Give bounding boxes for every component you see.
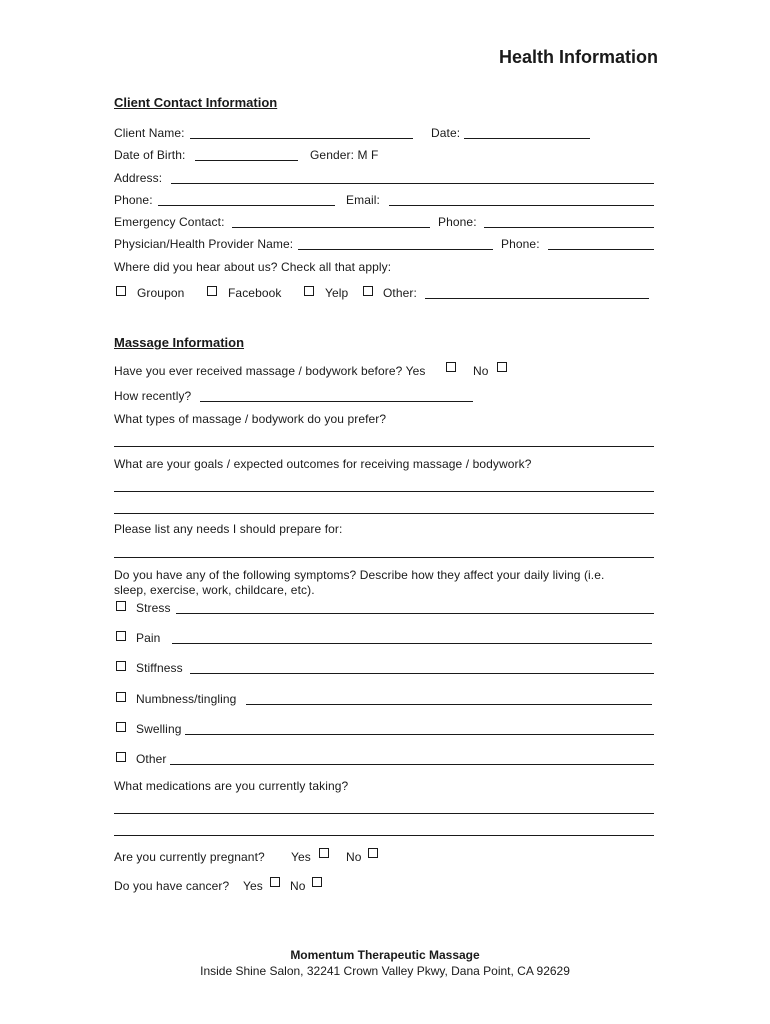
pain-field[interactable] (172, 643, 652, 644)
physician-phone-label: Phone: (501, 237, 540, 251)
pregnant-no-checkbox[interactable] (368, 848, 378, 858)
how-recently-label: How recently? (114, 389, 192, 403)
other-referral-field[interactable] (425, 298, 649, 299)
page-title: Health Information (498, 47, 658, 67)
physician-field[interactable] (298, 249, 493, 250)
stiffness-field[interactable] (190, 673, 654, 674)
physician-label: Physician/Health Provider Name: (114, 237, 294, 251)
yelp-label: Yelp (325, 286, 349, 300)
other-referral-label: Other: (383, 286, 417, 300)
goals-answer-line-1[interactable] (114, 491, 654, 492)
symptoms-question-line2: sleep, exercise, work, childcare, etc). (114, 583, 315, 597)
stiffness-checkbox[interactable] (116, 661, 126, 671)
physician-phone-field[interactable] (548, 249, 654, 250)
cancer-no-label: No (290, 879, 306, 893)
pain-label: Pain (136, 631, 161, 645)
pregnant-yes-checkbox[interactable] (319, 848, 329, 858)
received-no-label: No (473, 364, 489, 378)
facebook-label: Facebook (228, 286, 282, 300)
stress-checkbox[interactable] (116, 601, 126, 611)
other-symptom-field[interactable] (170, 764, 654, 765)
gender-label[interactable]: Gender: M F (310, 148, 379, 162)
stress-label: Stress (136, 601, 171, 615)
client-name-label: Client Name: (114, 126, 185, 140)
facebook-checkbox[interactable] (207, 286, 217, 296)
swelling-label: Swelling (136, 722, 182, 736)
received-before-question: Have you ever received massage / bodywork before? Yes (114, 364, 426, 378)
emergency-contact-label: Emergency Contact: (114, 215, 225, 229)
section-heading-contact: Client Contact Information (114, 95, 278, 110)
needs-answer-line[interactable] (114, 557, 654, 558)
date-label: Date: (431, 126, 461, 140)
how-recently-field[interactable] (200, 401, 473, 402)
cancer-question: Do you have cancer? (114, 879, 230, 893)
other-symptom-checkbox[interactable] (116, 752, 126, 762)
cancer-yes-checkbox[interactable] (270, 877, 280, 887)
footer-business-name: Momentum Therapeutic Massage (290, 948, 480, 962)
numbness-field[interactable] (246, 704, 652, 705)
swelling-field[interactable] (185, 734, 654, 735)
emergency-contact-field[interactable] (232, 227, 430, 228)
stress-field[interactable] (176, 613, 654, 614)
swelling-checkbox[interactable] (116, 722, 126, 732)
referral-question: Where did you hear about us? Check all that apply: (114, 260, 392, 274)
phone-label: Phone: (114, 193, 153, 207)
goals-answer-line-2[interactable] (114, 513, 654, 514)
other-referral-checkbox[interactable] (363, 286, 373, 296)
pregnant-no-label: No (346, 850, 362, 864)
cancer-yes-label: Yes (243, 879, 263, 893)
cancer-no-checkbox[interactable] (312, 877, 322, 887)
stiffness-label: Stiffness (136, 661, 183, 675)
pregnant-question: Are you currently pregnant? (114, 850, 265, 864)
numbness-checkbox[interactable] (116, 692, 126, 702)
yelp-checkbox[interactable] (304, 286, 314, 296)
symptoms-question-line1: Do you have any of the following symptoms? Describe how they affect your daily living (i.e. (114, 568, 605, 582)
client-name-field[interactable] (190, 138, 413, 139)
pregnant-yes-label: Yes (291, 850, 311, 864)
phone-field[interactable] (158, 205, 335, 206)
groupon-checkbox[interactable] (116, 286, 126, 296)
medications-question: What medications are you currently taking? (114, 779, 349, 793)
goals-question: What are your goals / expected outcomes for receiving massage / bodywork? (114, 457, 532, 471)
emergency-phone-label: Phone: (438, 215, 477, 229)
email-label: Email: (346, 193, 380, 207)
date-field[interactable] (464, 138, 590, 139)
needs-question: Please list any needs I should prepare for: (114, 522, 343, 536)
medications-answer-line-1[interactable] (114, 813, 654, 814)
pain-checkbox[interactable] (116, 631, 126, 641)
types-answer-line[interactable] (114, 446, 654, 447)
received-no-checkbox[interactable] (497, 362, 507, 372)
received-yes-checkbox[interactable] (446, 362, 456, 372)
address-label: Address: (114, 171, 163, 185)
dob-label: Date of Birth: (114, 148, 186, 162)
medications-answer-line-2[interactable] (114, 835, 654, 836)
numbness-label: Numbness/tingling (136, 692, 237, 706)
dob-field[interactable] (195, 160, 298, 161)
groupon-label: Groupon (137, 286, 185, 300)
section-heading-massage: Massage Information (114, 335, 245, 350)
email-field[interactable] (389, 205, 654, 206)
address-field[interactable] (171, 183, 654, 184)
footer-address: Inside Shine Salon, 32241 Crown Valley Pkwy, Dana Point, CA 92629 (200, 964, 570, 978)
other-symptom-label: Other (136, 752, 167, 766)
types-question: What types of massage / bodywork do you prefer? (114, 412, 387, 426)
emergency-phone-field[interactable] (484, 227, 654, 228)
